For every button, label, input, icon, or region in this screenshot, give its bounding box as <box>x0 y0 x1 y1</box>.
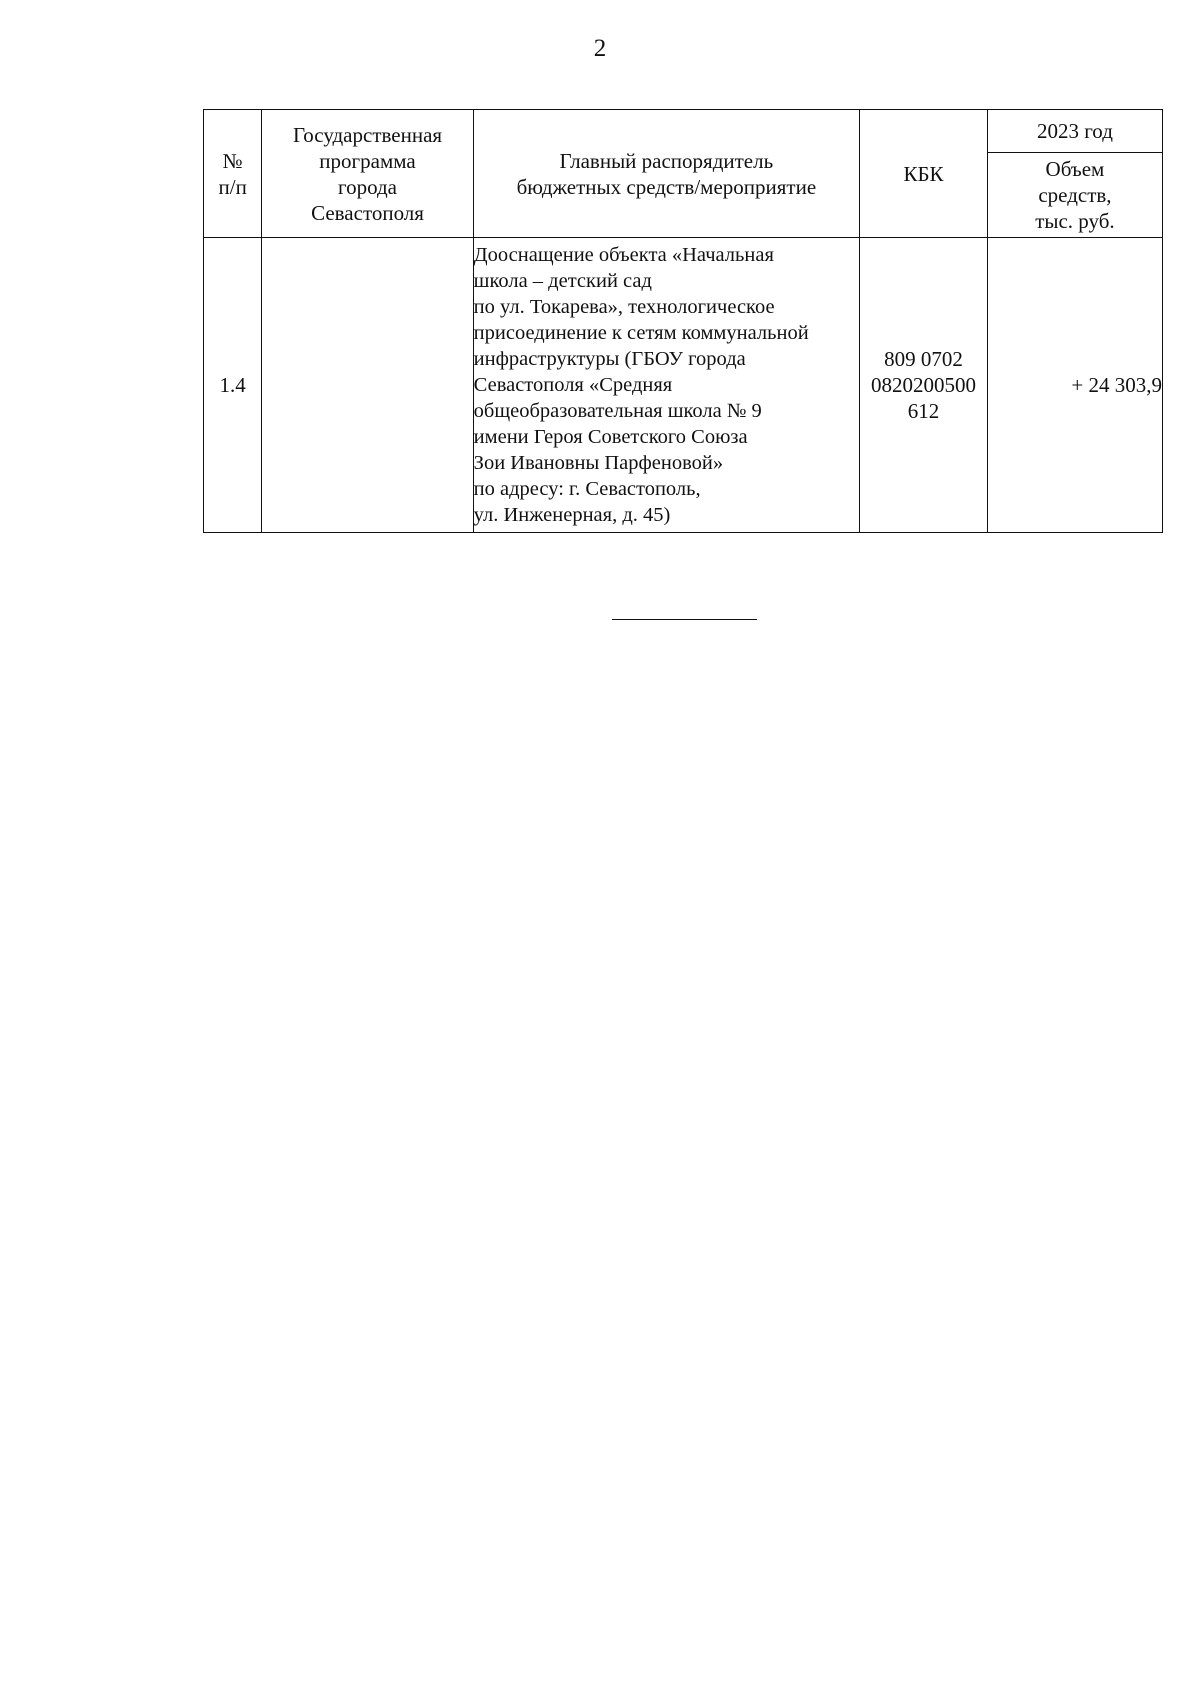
header-kbk: КБК <box>860 110 988 238</box>
row-main-line: школа – детский сад <box>473 270 652 292</box>
header-program-line: Севастополя <box>311 200 424 225</box>
header-volume-line: Объем <box>1045 157 1105 181</box>
end-divider <box>612 619 757 620</box>
row-kbk-line: 809 0702 <box>884 347 963 371</box>
header-main-line: бюджетных средств/мероприятие <box>516 174 817 199</box>
row-main-line: Зои Ивановны Парфеновой» <box>473 452 724 474</box>
header-volume-line: средств, <box>1038 183 1112 207</box>
row-kbk-line: 612 <box>907 399 940 423</box>
row-kbk-line: 0820200500 <box>870 373 976 397</box>
header-program-line: программа <box>319 148 416 173</box>
row-main-line: по ул. Токарева», технологическое <box>473 296 775 318</box>
row-main-line: Дооснащение объекта «Начальная <box>473 244 774 266</box>
header-main <box>473 110 859 238</box>
row-main-line: общеобразовательная школа № 9 <box>473 400 762 422</box>
row-main-line: инфраструктуры (ГБОУ города <box>473 348 746 370</box>
row-main-line: имени Героя Советского Союза <box>473 426 748 448</box>
header-num <box>204 110 262 238</box>
header-num-line: № <box>222 148 243 173</box>
page-number: 2 <box>593 35 607 62</box>
header-year: 2023 год <box>987 110 1162 153</box>
header-program-line: Государственная <box>292 122 443 147</box>
header-program-line: города <box>338 174 398 199</box>
row-main-line: присоединение к сетям коммунальной <box>473 322 809 344</box>
header-volume <box>987 153 1162 238</box>
row-main-line: по адресу: г. Севастополь, <box>473 478 701 500</box>
row-kbk <box>860 238 988 533</box>
header-volume-line: тыс. руб. <box>1035 209 1115 233</box>
header-main-line: Главный распорядитель <box>559 148 774 173</box>
row-num: 1.4 <box>204 238 262 533</box>
row-main-line: ул. Инженерная, д. 45) <box>473 504 671 526</box>
row-main <box>473 238 859 533</box>
row-program <box>262 238 473 533</box>
budget-table <box>203 109 1163 533</box>
table-row <box>204 238 1163 533</box>
row-main-line: Севастополя «Средняя <box>473 374 673 396</box>
row-volume: + 24 303,9 <box>987 238 1162 533</box>
header-program <box>262 110 473 238</box>
header-num-line: п/п <box>218 174 247 199</box>
